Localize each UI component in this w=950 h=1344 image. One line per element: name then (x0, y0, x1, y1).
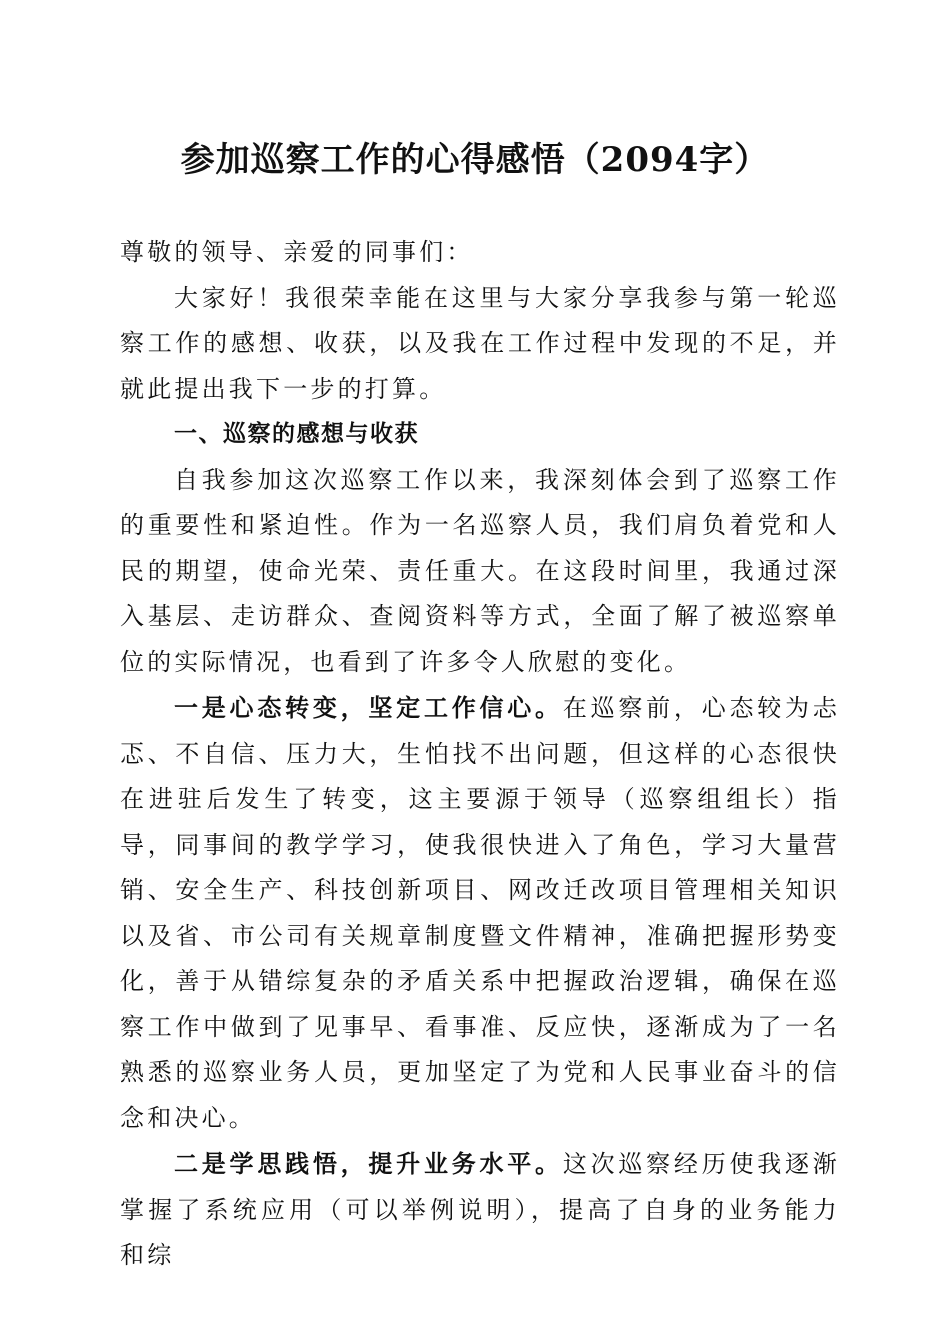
document-body (120, 230, 840, 1279)
point-2-paragraph (120, 1141, 840, 1279)
point-1-lead: 一是心态转变，坚定工作信心。 (174, 693, 563, 722)
point-1-text: 在巡察前，心态较为忐忑、不自信、压力大，生怕找不出问题，但这样的心态很快在进驻后发生了转变，这主要源于领导（巡察组组长）指导，同事间的教学学习，使我很快进入了角色，学习大量营销、安全生产、科技创新项目、网改迁改项目管理相关知识以及省、市公司有关规章制度暨文件精神，准确把握形势变化，善于从错综复杂的矛盾关系中把握政治逻辑，确保在巡察工作中做到了见事早、看事准、反应快，逐渐成为了一名熟悉的巡察业务人员，更加坚定了为党和人民事业奋斗的信念和决心。 (120, 694, 840, 1132)
salutation: 尊敬的领导、亲爱的同事们： (120, 238, 474, 266)
section-1-paragraph: 自我参加这次巡察工作以来，我深刻体会到了巡察工作的重要性和紧迫性。作为一名巡察人员，我们肩负着党和人民的期望，使命光荣、责任重大。在这段时间里，我通过深入基层、走访群众、查阅资料等方式，全面了解了被巡察单位的实际情况，也看到了许多令人欣慰的变化。 (120, 465, 840, 676)
section-heading-1: 一、巡察的感想与收获 (174, 421, 419, 447)
point-2-lead: 二是学思践悟，提升业务水平。 (174, 1149, 563, 1178)
point-2-text: 这次巡察经历使我逐渐掌握了系统应用（可以举例说明），提高了自身的业务能力和综 (120, 1150, 840, 1269)
intro-paragraph: 大家好！我很荣幸能在这里与大家分享我参与第一轮巡察工作的感想、收获，以及我在工作过程中发现的不足，并就此提出我下一步的打算。 (120, 283, 840, 403)
point-1-paragraph (120, 685, 840, 1141)
document-title: 参加巡察工作的心得感悟（2094字） (180, 140, 770, 180)
